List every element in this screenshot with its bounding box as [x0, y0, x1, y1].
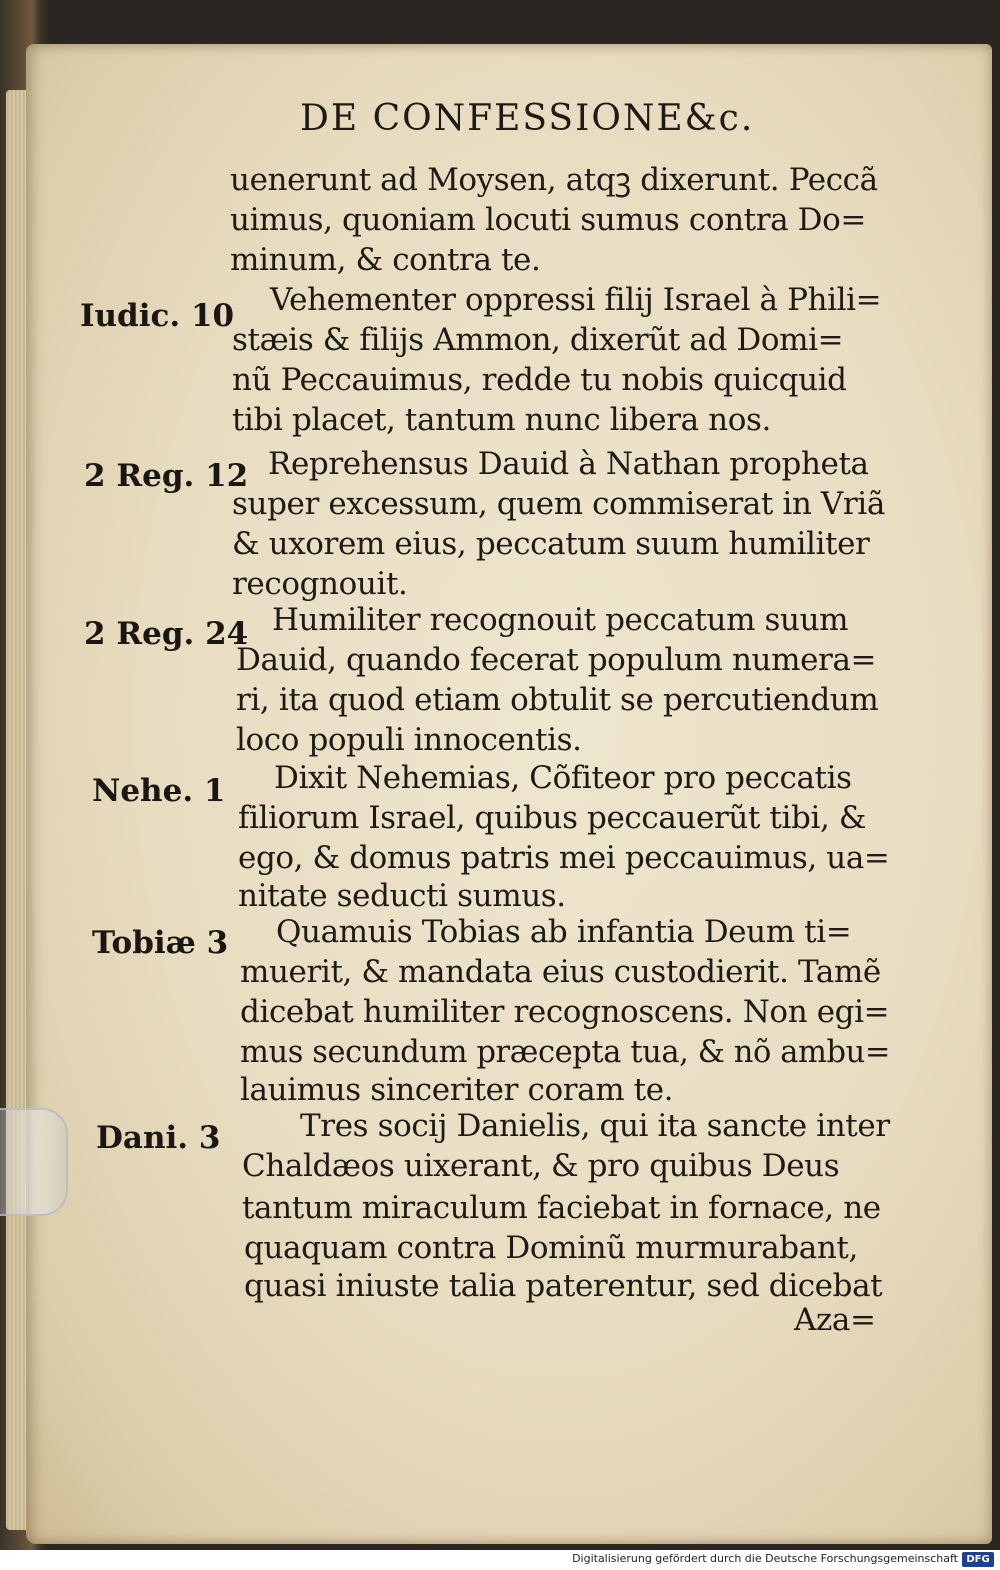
text-line: tantum miraculum faciebat in fornace, ne [242, 1190, 881, 1226]
catchword: Aza= [794, 1302, 876, 1338]
text-line: uimus, quoniam locuti sumus contra Do= [230, 202, 866, 238]
text-line: loco populi innocentis. [236, 722, 582, 758]
margin-ref-2reg-12: 2 Reg. 12 [84, 458, 249, 494]
text-line: nũ Peccauimus, redde tu nobis quicquid [232, 362, 847, 398]
text-line: muerit, & mandata eius custodierit. Tamẽ [240, 954, 881, 990]
text-line: filiorum Israel, quibus peccauerũt tibi, & [238, 800, 867, 836]
page-clip [0, 1108, 68, 1216]
text-line: lauimus sinceriter coram te. [240, 1072, 674, 1108]
text-line: quasi iniuste talia paterentur, sed dicebat [244, 1268, 883, 1304]
text-line: Humiliter recognouit peccatum suum [272, 602, 849, 638]
text-line: uenerunt ad Moysen, atqꝫ dixerunt. Peccã [230, 162, 878, 198]
text-line: tibi placet, tantum nunc libera nos. [232, 402, 771, 438]
text-line: & uxorem eius, peccatum suum humiliter [232, 526, 870, 562]
text-line: Dixit Nehemias, Cõfiteor pro peccatis [274, 760, 852, 796]
text-line: mus secundum præcepta tua, & nõ ambu= [240, 1034, 891, 1070]
text-line: Chaldæos uixerant, & pro quibus Deus [242, 1148, 840, 1184]
text-line: nitate seducti sumus. [238, 878, 566, 914]
margin-ref-tobiae: Tobiæ 3 [92, 925, 229, 961]
text-line: Vehementer oppressi filij Israel à Phili= [270, 282, 882, 318]
margin-ref-nehe: Nehe. 1 [92, 773, 226, 809]
text-line: recognouit. [232, 566, 408, 602]
text-line: quaquam contra Dominũ murmurabant, [244, 1230, 858, 1266]
margin-ref-iudic: Iudic. 10 [80, 298, 235, 334]
footer-credit: Digitalisierung gefördert durch die Deutsche Forschungsgemeinschaft [572, 1552, 958, 1565]
text-line: super excessum, quem commiserat in Vriã [232, 486, 885, 522]
text-line: Tres socij Danielis, qui ita sancte inter [300, 1108, 890, 1144]
text-line: Quamuis Tobias ab infantia Deum ti= [276, 914, 852, 950]
running-header: DE CONFESSIONE&c. [300, 98, 755, 139]
text-line: Reprehensus Dauid à Nathan propheta [268, 446, 869, 482]
dfg-logo: DFG [962, 1552, 994, 1567]
text-line: dicebat humiliter recognoscens. Non egi= [240, 994, 890, 1030]
text-line: Dauid, quando fecerat populum numera= [236, 642, 877, 678]
text-line: ego, & domus patris mei peccauimus, ua= [238, 840, 890, 876]
text-line: ri, ita quod etiam obtulit se percutiendum [236, 682, 879, 718]
text-line: minum, & contra te. [230, 242, 541, 278]
margin-ref-dani: Dani. 3 [96, 1120, 221, 1156]
text-line: stæis & filijs Ammon, dixerũt ad Domi= [232, 322, 844, 358]
margin-ref-2reg-24: 2 Reg. 24 [84, 616, 249, 652]
